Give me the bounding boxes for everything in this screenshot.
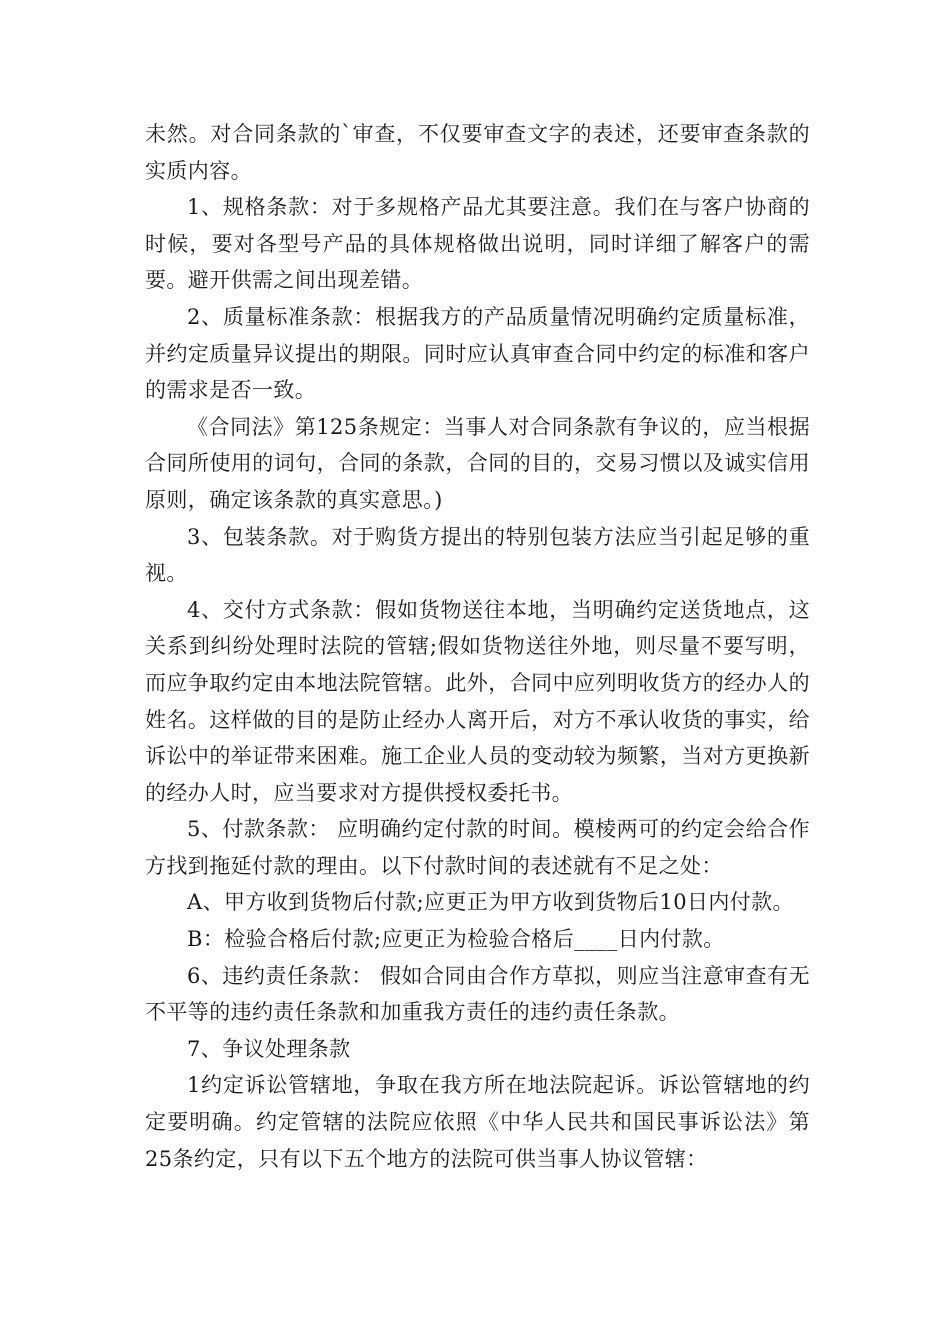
paragraph: 4、交付方式条款：假如货物送往本地，当明确约定送货地点，这关系到纠纷处理时法院的管辖;假如货物送往外地，则尽量不要写明，而应争取约定由本地法院管辖。此外，合同中应列明收货方的经办人的姓名。这样做的目的是防止经办人离开后，对方不承认收货的事实，给诉讼中的举证带来困难。施工企业人员的变动较为频繁，当对方更换新的经办人时，应当要求对方提供授权委托书。 — [145, 597, 810, 805]
document-body — [145, 116, 810, 1177]
paragraph: 《合同法》第125条规定：当事人对合同条款有争议的，应当根据合同所使用的词句，合同的条款，合同的目的，交易习惯以及诚实信用原则，确定该条款的真实意思。) — [145, 414, 810, 512]
paragraph: 7、争议处理条款 — [187, 1036, 351, 1061]
paragraph: 3、包装条款。对于购货方提出的特别包装方法应当引起足够的重视。 — [145, 524, 810, 586]
paragraph: 6、违约责任条款： 假如合同由合作方草拟，则应当注意审查有无不平等的违约责任条款和加重我方责任的违约责任条款。 — [145, 963, 810, 1025]
paragraph: 1约定诉讼管辖地，争取在我方所在地法院起诉。诉讼管辖地的约定要明确。约定管辖的法院应依照《中华人民共和国民事诉讼法》第25条约定，只有以下五个地方的法院可供当事人协议管辖： — [145, 1073, 810, 1171]
paragraph: 5、付款条款： 应明确约定付款的时间。模棱两可的约定会给合作方找到拖延付款的理由。以下付款时间的表述就有不足之处： — [145, 817, 810, 878]
paragraph: 未然。对合同条款的`审查，不仅要审查文字的表述，还要审查条款的实质内容。 — [145, 122, 810, 183]
paragraph: 1、规格条款：对于多规格产品尤其要注意。我们在与客户协商的时候，要对各型号产品的具体规格做出说明，同时详细了解客户的需要。避开供需之间出现差错。 — [145, 195, 810, 293]
paragraph: A、甲方收到货物后付款;应更正为甲方收到货物后10日内付款。 — [187, 890, 794, 915]
paragraph: 2、质量标准条款：根据我方的产品质量情况明确约定质量标准，并约定质量异议提出的期限。同时应认真审查合同中约定的标准和客户的需求是否一致。 — [145, 304, 810, 403]
paragraph: B：检验合格后付款;应更正为检验合格后____日内付款。 — [187, 927, 725, 952]
